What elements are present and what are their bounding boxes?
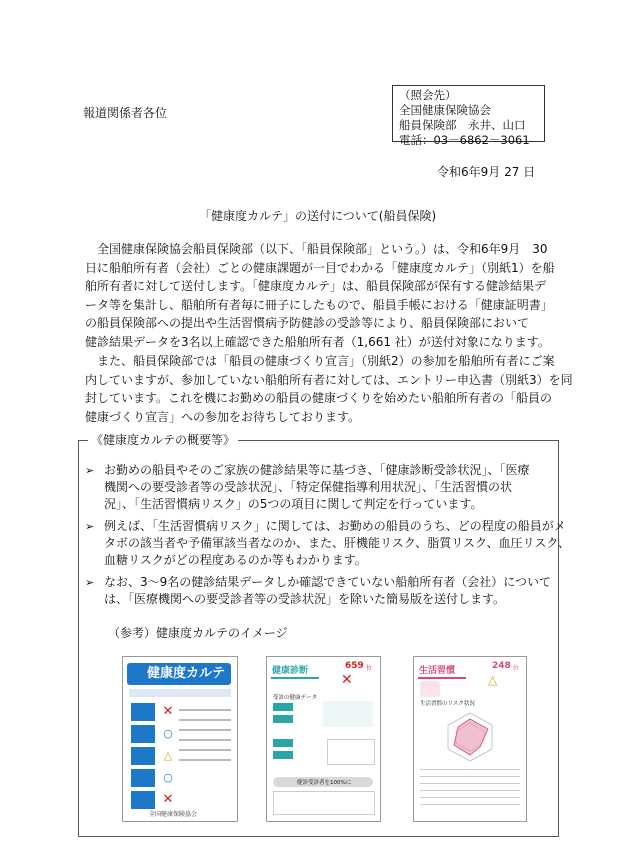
lifestyle-table <box>420 769 520 813</box>
body-line: ータ等を集計し、船舶所有者毎に冊子にしたもので、船員手帳における「健康証明書」 <box>85 297 553 312</box>
checkup-section-1: 受診の健康データ <box>273 695 318 701</box>
checkup-section-2: 健診受診者を100%に <box>297 780 352 786</box>
karte-cover-image <box>122 656 238 822</box>
overview-bullet-3 <box>85 574 552 608</box>
checkup-line-chart <box>327 739 375 765</box>
bullet-line: 例えば、「生活習慣病リスク」に関しては、お勤めの船員のうち、どの程度の船員がメ <box>104 519 566 533</box>
lifestyle-illustration <box>420 681 440 697</box>
document-title: 「健康度カルテ」の送付について(船員保険) <box>199 209 437 223</box>
lifestyle-rank: 248 <box>492 661 511 671</box>
overview-bullet-1 <box>85 462 530 513</box>
body-line: 健康づくり宣言」への参加をお待ちしております。 <box>85 409 361 424</box>
overview-title: 《健康度カルテの概要等》 <box>88 432 238 448</box>
bullet-line: なお、3～9名の健診結果データしか確認できていない船舶所有者（会社）について <box>104 575 552 589</box>
contact-org: 全国健康保険協会 <box>399 103 491 117</box>
warning-triangle-icon: △ <box>488 673 498 687</box>
checkup-footer-box <box>273 791 375 815</box>
body-line: 日に船舶所有者（会社）ごとの健康課題が一目でわかる「健康度カルテ」（別紙1）を船 <box>85 260 555 275</box>
checkup-rank-suffix: 位 <box>366 665 373 672</box>
checkup-rank: 659 <box>345 661 364 671</box>
body-line: 封しています。これを機にお勤めの船員の健康づくりを始めたい船舶所有者の「船員の <box>85 391 553 406</box>
body-line: 健診結果データを3名以上確認できた船舶所有者（1,661 社）が送付対象になります。 <box>85 334 550 349</box>
karte-marks: ✕ ○ △ ○ ✕ <box>162 704 174 807</box>
bullet-line: タボの該当者や予備軍該当者なのか、また、肝機能リスク、脂質リスク、血圧リスク、 <box>104 536 570 550</box>
lifestyle-radar-chart <box>442 709 498 765</box>
contact-label: （照会先） <box>399 88 457 102</box>
checkup-row-label <box>273 703 293 711</box>
reference-caption: （参考）健康度カルテのイメージ <box>108 626 288 640</box>
checkup-page-image <box>266 656 381 822</box>
body-line: 舶所有者に対して送付します。「健康度カルテ」は、船員保険部が保有する健診結果デ <box>85 279 547 294</box>
cross-mark-icon: ✕ <box>341 672 353 688</box>
checkup-row-label <box>273 715 293 723</box>
overview-bullet-2 <box>85 518 570 569</box>
bullet-line: 況」、「生活習慣病リスク」の5つの項目に関して判定を行っています。 <box>104 497 483 511</box>
bullet-line: 機関への要受診者等の受診状況」、「特定保健指導利用状況」、「生活習慣の状 <box>104 480 513 494</box>
karte-left-labels <box>131 703 155 811</box>
body-paragraph-1 <box>85 240 555 352</box>
body-paragraph-2 <box>85 352 573 426</box>
lifestyle-rank-suffix: 位 <box>513 665 520 672</box>
karte-subtitle-bar <box>129 689 231 697</box>
lifestyle-section: 生活習慣のリスク状況 <box>420 701 475 707</box>
bullet-line: は、「医療機関への要受診者等の受診状況」を除いた簡易版を送付します。 <box>104 592 506 606</box>
contact-phone: 電話：03－6862－3061 <box>399 133 530 147</box>
lifestyle-title: 生活習慣 <box>419 666 456 676</box>
bullet-line: 血糖リスクがどの程度あるのか等もわかります。 <box>104 553 367 567</box>
contact-dept: 船員保険部 永井、山口 <box>399 118 526 132</box>
bullet-line: お勤めの船員やそのご家族の健診結果等に基づき、「健康診断受診状況」、「医療 <box>104 463 530 477</box>
checkup-row-label <box>273 739 293 747</box>
body-line: の船員保険部への提出や生活習慣病予防健診の受診等により、船員保険部において <box>85 316 530 331</box>
arrow-bullet-icon: ➢ <box>85 464 95 477</box>
body-line: また、船員保険部では「船員の健康づくり宣言」（別紙2）の参加を船舶所有者にご案 <box>97 354 555 368</box>
contact-box <box>392 85 545 147</box>
release-date: 令和6年9月 27 日 <box>437 165 536 179</box>
checkup-mini-chart <box>323 701 373 727</box>
body-line: 内していますが、参加していない船舶所有者に対しては、エントリー申込書（別紙3）を同 <box>85 372 573 387</box>
checkup-title: 健康診断 <box>272 666 309 676</box>
karte-comment-lines <box>179 703 231 811</box>
body-line: 全国健康保険協会船員保険部（以下、「船員保険部」という。）は、令和6年9月 30 <box>97 242 548 256</box>
addressee: 報道関係者各位 <box>83 106 168 120</box>
arrow-bullet-icon: ➢ <box>85 520 95 533</box>
lifestyle-page-image <box>413 656 527 822</box>
checkup-row-label <box>273 751 293 759</box>
karte-footer: 全国健康保険協会 <box>149 811 198 818</box>
arrow-bullet-icon: ➢ <box>85 576 95 589</box>
karte-title: 健康度カルテ <box>147 666 226 681</box>
